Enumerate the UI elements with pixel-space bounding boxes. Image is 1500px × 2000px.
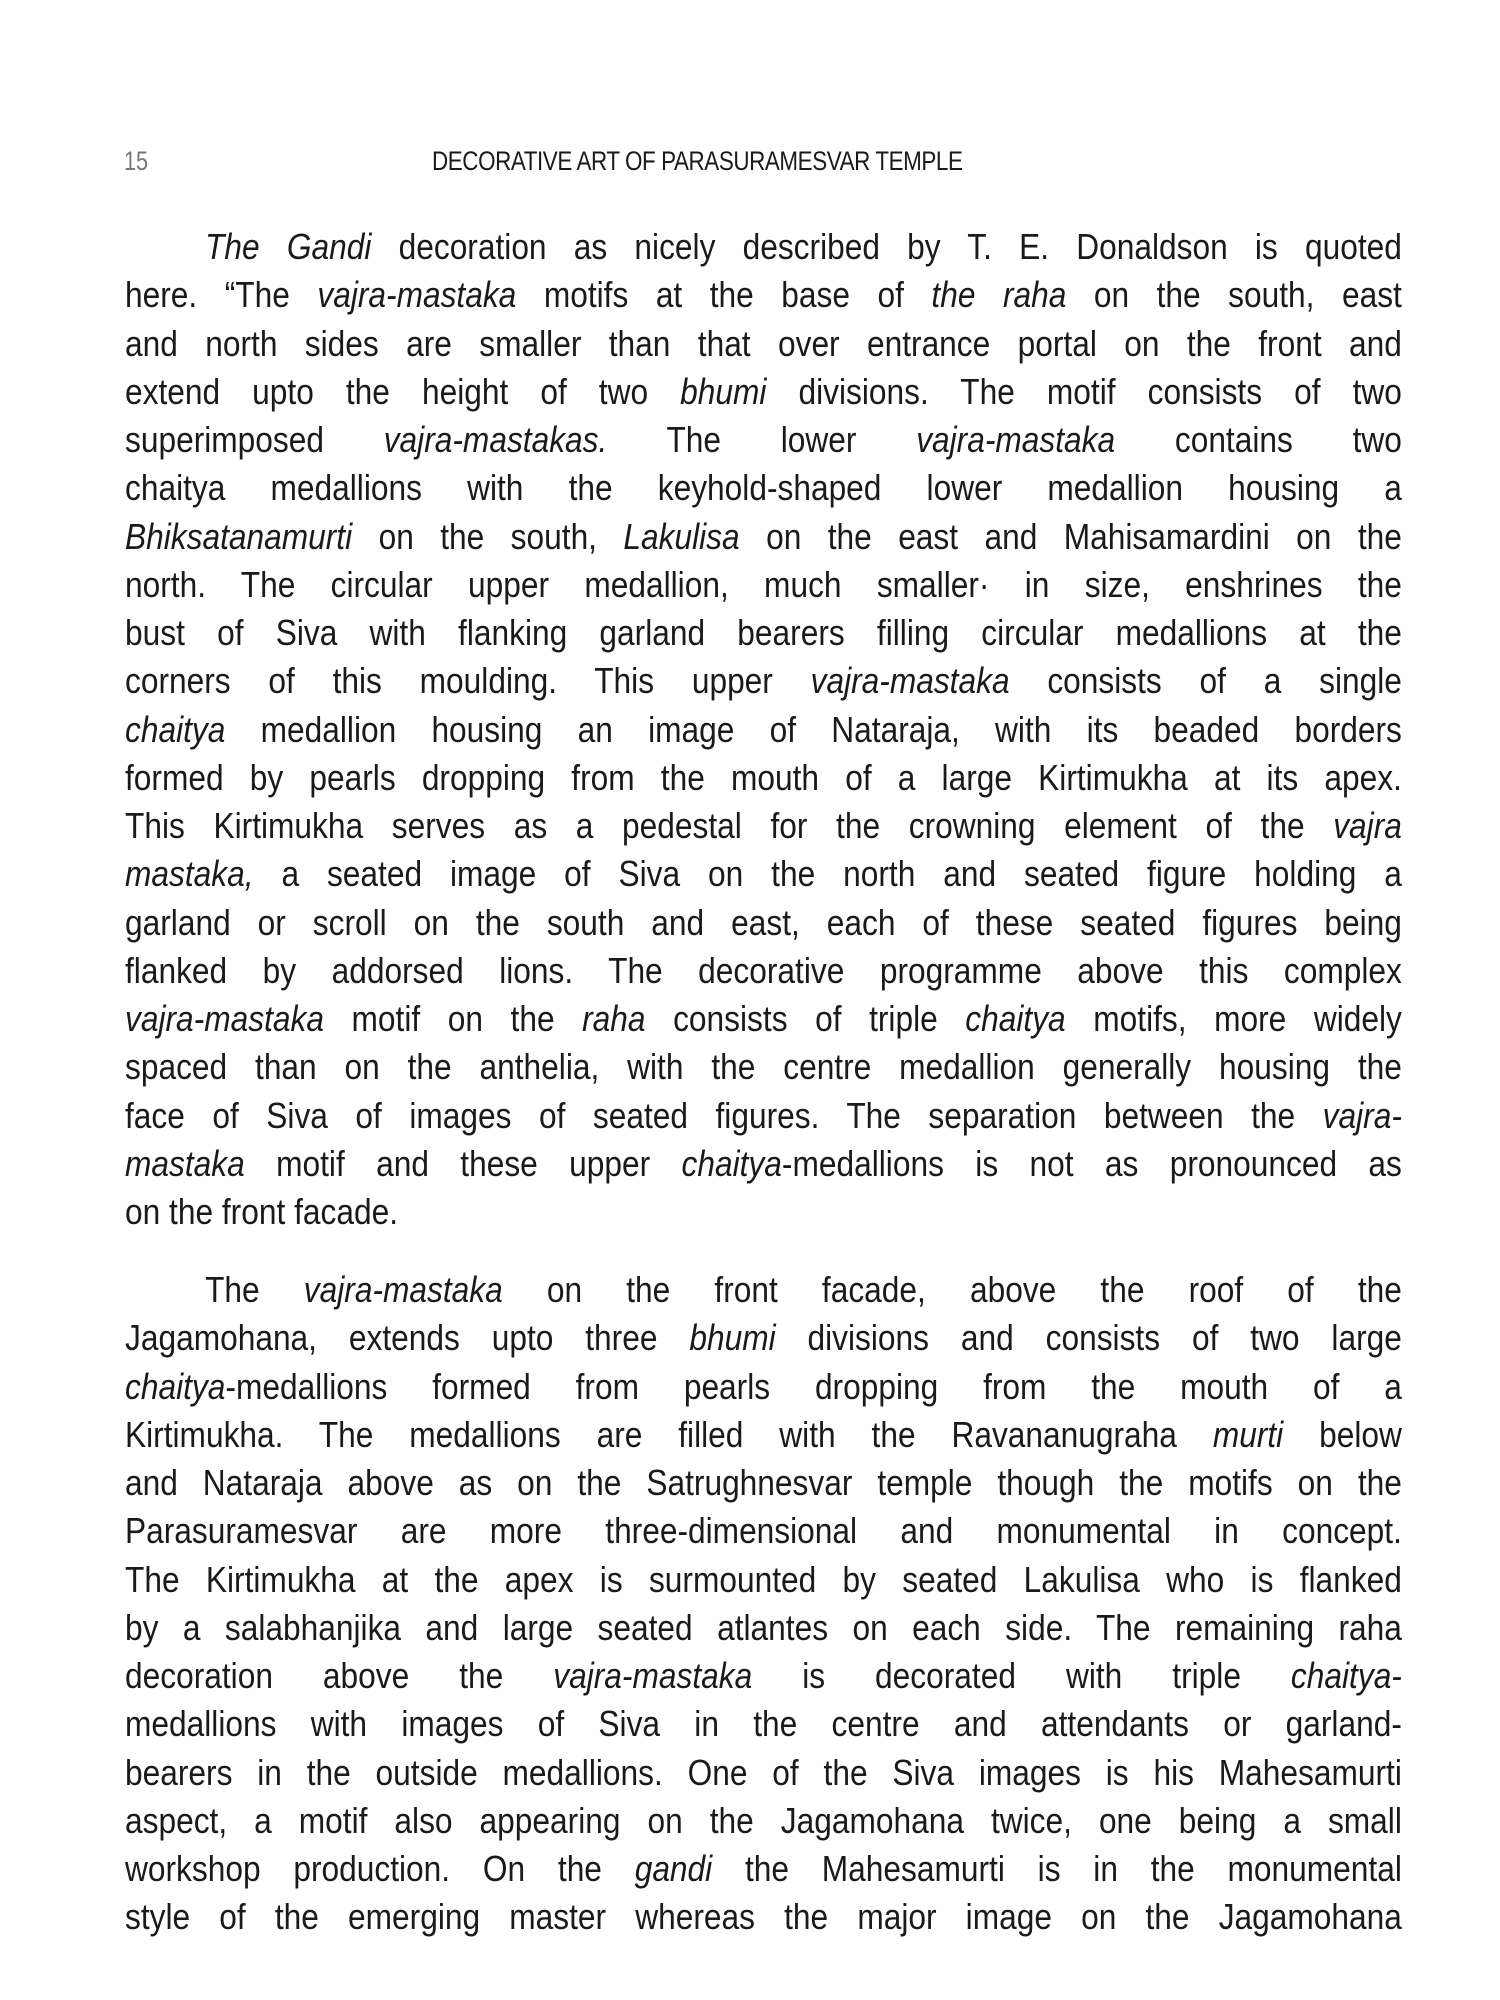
text-segment: below (1283, 1413, 1402, 1455)
italic-text: vajra-mastaka (553, 1655, 753, 1696)
text-segment: The (205, 1269, 304, 1310)
italic-text: vajra-mastaka (317, 274, 517, 316)
text-line (125, 1652, 1402, 1700)
text-segment: a seated image of Siva on the north and seated figure holding a (253, 853, 1402, 895)
text-line (125, 1140, 1402, 1188)
text-segment: motif and these upper (244, 1142, 682, 1184)
text-segment: flanked by addorsed lions. The decorative programme above this complex (125, 949, 1402, 991)
italic-text: bhumi (680, 370, 767, 412)
text-segment: workshop production. On the (125, 1848, 635, 1889)
text-segment: here. “The (125, 274, 318, 316)
text-line (125, 368, 1402, 416)
paragraph-2 (125, 1266, 1500, 1942)
italic-text: gandi (634, 1848, 713, 1889)
text-line (125, 657, 1402, 705)
italic-text: chaitya (965, 998, 1066, 1039)
text-segment: Jagamohana, extends upto three (125, 1317, 690, 1359)
italic-text: raha (582, 998, 646, 1039)
text-segment: medallion housing an image of Nataraja, with its beaded borders (225, 708, 1402, 750)
text-segment: north. The circular upper medallion, much smaller· in size, enshrines the (125, 563, 1402, 605)
text-segment: consists of a single (1009, 660, 1402, 702)
text-segment: divisions and consists of two large (775, 1317, 1402, 1359)
text-line (125, 802, 1402, 850)
text-line (125, 1459, 1402, 1507)
text-line (125, 1700, 1402, 1748)
italic-text: vajra- (1322, 1094, 1402, 1136)
text-line (125, 271, 1402, 319)
text-segment: on the south, east (1066, 274, 1402, 316)
text-line (125, 1797, 1402, 1845)
text-line (125, 1092, 1402, 1140)
italic-text: vajra-mastaka (303, 1269, 503, 1310)
text-segment: decoration as nicely described by T. E. Donaldson is quoted (371, 226, 1402, 267)
text-line (125, 1043, 1402, 1091)
text-segment: consists of triple (645, 998, 966, 1039)
text-line (125, 850, 1402, 898)
text-segment: and Nataraja above as on the Satrughnesvar temple though the motifs on the (125, 1462, 1402, 1503)
text-segment: decoration above the (125, 1655, 554, 1696)
text-segment: style of the emerging master whereas the major image on the Jagamohana (125, 1896, 1402, 1938)
text-segment: motifs, more widely (1065, 998, 1402, 1039)
italic-text: murti (1212, 1413, 1284, 1455)
text-segment: corners of this moulding. This upper (125, 660, 811, 702)
text-segment: This Kirtimukha serves as a pedestal for the crowning element of the (125, 805, 1334, 846)
text-line (125, 416, 1402, 464)
text-line (125, 899, 1402, 947)
text-segment: aspect, a motif also appearing on the Jagamohana twice, one being a small (125, 1799, 1402, 1841)
italic-text: chaitya (681, 1142, 782, 1184)
text-segment: formed by pearls dropping from the mouth of a large Kirtimukha at its apex. (125, 756, 1402, 798)
text-line (125, 1314, 1402, 1362)
italic-text: vajra-mastaka (916, 419, 1116, 460)
text-segment: superimposed (125, 419, 384, 460)
italic-text: Lakulisa (623, 515, 740, 557)
text-segment: by a salabhanjika and large seated atlantes on each side. The remaining raha (125, 1606, 1402, 1648)
text-line (125, 1363, 1402, 1411)
text-line (125, 754, 1402, 802)
italic-text: chaitya (125, 708, 226, 750)
italic-text: chaitya (125, 1365, 226, 1407)
text-line (125, 464, 1402, 512)
page-number: 15 (124, 146, 149, 176)
text-segment: spaced than on the anthelia, with the centre medallion generally housing the (125, 1046, 1402, 1088)
text-segment: chaitya medallions with the keyhold-shaped lower medallion housing a (125, 467, 1402, 509)
italic-text: mastaka (125, 1142, 245, 1184)
text-line (125, 320, 1402, 368)
text-segment: divisions. The motif consists of two (766, 370, 1402, 412)
text-line (125, 1411, 1402, 1459)
italic-text: Bhiksatanamurti (125, 515, 353, 557)
running-head: DECORATIVE ART OF PARASURAMESVAR TEMPLE (432, 146, 963, 176)
text-line (125, 947, 1402, 995)
text-segment: Kirtimukha. The medallions are filled with the Ravananugraha (125, 1413, 1213, 1455)
text-segment: motifs at the base of (516, 274, 932, 316)
text-line (125, 706, 1402, 754)
text-segment: and north sides are smaller than that over entrance portal on the front and (125, 322, 1402, 364)
text-segment: on the front facade. (125, 1191, 398, 1232)
italic-text: mastaka, (125, 853, 254, 895)
text-segment: -medallions is not as pronounced as (781, 1142, 1402, 1184)
text-segment: medallions with images of Siva in the centre and attendants or garland- (125, 1703, 1402, 1745)
text-line (125, 1188, 1402, 1236)
text-line (125, 995, 1402, 1043)
text-line (125, 561, 1402, 609)
italic-text: vajra-mastaka (810, 660, 1010, 702)
text-segment: face of Siva of images of seated figures. The separation between the (125, 1094, 1323, 1136)
text-segment: Parasuramesvar are more three-dimensional and monumental in concept. (125, 1510, 1402, 1552)
italic-text: the raha (931, 274, 1067, 316)
text-segment: bust of Siva with flanking garland bearers filling circular medallions at the (125, 612, 1402, 653)
text-segment: on the south, (352, 515, 624, 557)
italic-text: vajra-mastaka (125, 998, 324, 1039)
text-line (125, 1266, 1402, 1314)
text-segment: The lower (607, 419, 917, 460)
italic-text: The Gandi (205, 226, 372, 267)
text-segment: The Kirtimukha at the apex is surmounted by seated Lakulisa who is flanked (125, 1558, 1402, 1600)
text-segment: the Mahesamurti is in the monumental (712, 1848, 1402, 1889)
text-line (125, 609, 1402, 657)
text-segment: bearers in the outside medallions. One of the Siva images is his Mahesamurti (125, 1751, 1402, 1793)
italic-text: chaitya- (1290, 1655, 1402, 1696)
text-segment: on the east and Mahisamardini on the (739, 515, 1402, 557)
text-line (125, 1507, 1402, 1555)
italic-text: vajra (1333, 805, 1402, 846)
text-segment: -medallions formed from pearls dropping from the mouth of a (225, 1365, 1402, 1407)
text-line (125, 1556, 1402, 1604)
italic-text: bhumi (689, 1317, 776, 1359)
text-segment: motif on the (323, 998, 583, 1039)
italic-text: vajra-mastakas. (383, 419, 608, 460)
text-segment: on the front facade, above the roof of the (502, 1269, 1402, 1310)
text-line (125, 223, 1402, 271)
text-segment: is decorated with triple (752, 1655, 1291, 1696)
text-segment: contains two (1115, 419, 1402, 460)
text-line (125, 513, 1402, 561)
text-line (125, 1845, 1402, 1893)
text-segment: extend upto the height of two (125, 370, 681, 412)
text-line (125, 1604, 1402, 1652)
paragraph-1 (125, 223, 1500, 1236)
text-line (125, 1749, 1402, 1797)
text-line (125, 1893, 1402, 1941)
text-segment: garland or scroll on the south and east, each of these seated figures being (125, 901, 1402, 943)
